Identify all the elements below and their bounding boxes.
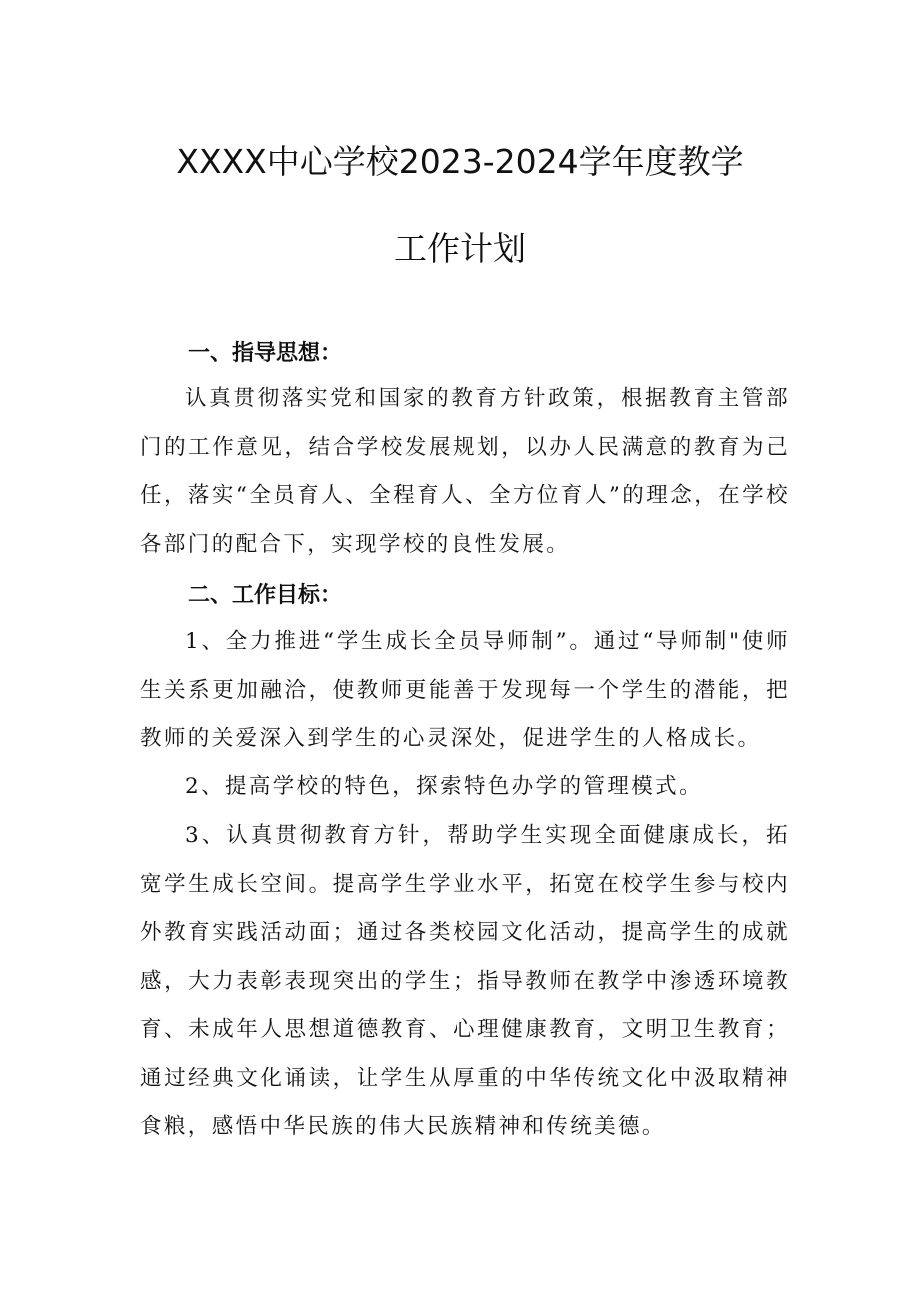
- goal-paragraph-2: 2、提高学校的特色，探索特色办学的管理模式。: [185, 774, 703, 799]
- document-title-line-2: 工作计划: [394, 229, 526, 268]
- goal-paragraph-3: 3、认真贯彻教育方针，帮助学生实现全面健康成长，拓宽学生成长空间。提高学生学业水平，拓宽在校学生参与校内外教育实践活动面；通过各类校园文化活动，提高学生的成就感，大力表彰表现突出的学生；指导教师在教学中渗透环境教育、未成年人思想道德教育、心理健康教育，文明卫生教育；通过经典文化诵读，让学生从厚重的中华传统文化中汲取精神食粮，感悟中华民族的伟大民族精神和传统美德。: [140, 823, 790, 1139]
- goal-paragraph-1: 1、全力推进“学生成长全员导师制”。通过“导师制"使师生关系更加融洽，使教师更能善于发现每一个学生的潜能，把教师的关爱深入到学生的心灵深处，促进学生的人格成长。: [140, 629, 790, 751]
- section-heading-work-goals: 二、工作目标：: [188, 583, 343, 608]
- section-paragraph-guiding-ideology: 认真贯彻落实党和国家的教育方针政策，根据教育主管部门的工作意见，结合学校发展规划，以办人民满意的教育为己任，落实“全员育人、全程育人、全方位育人”的理念，在学校各部门的配合下，实现学校的良性发展。: [140, 386, 790, 557]
- section-heading-guiding-ideology: 一、指导思想：: [188, 341, 343, 366]
- document-title-line-1: XXXX中心学校2023-2024学年度教学: [176, 142, 744, 181]
